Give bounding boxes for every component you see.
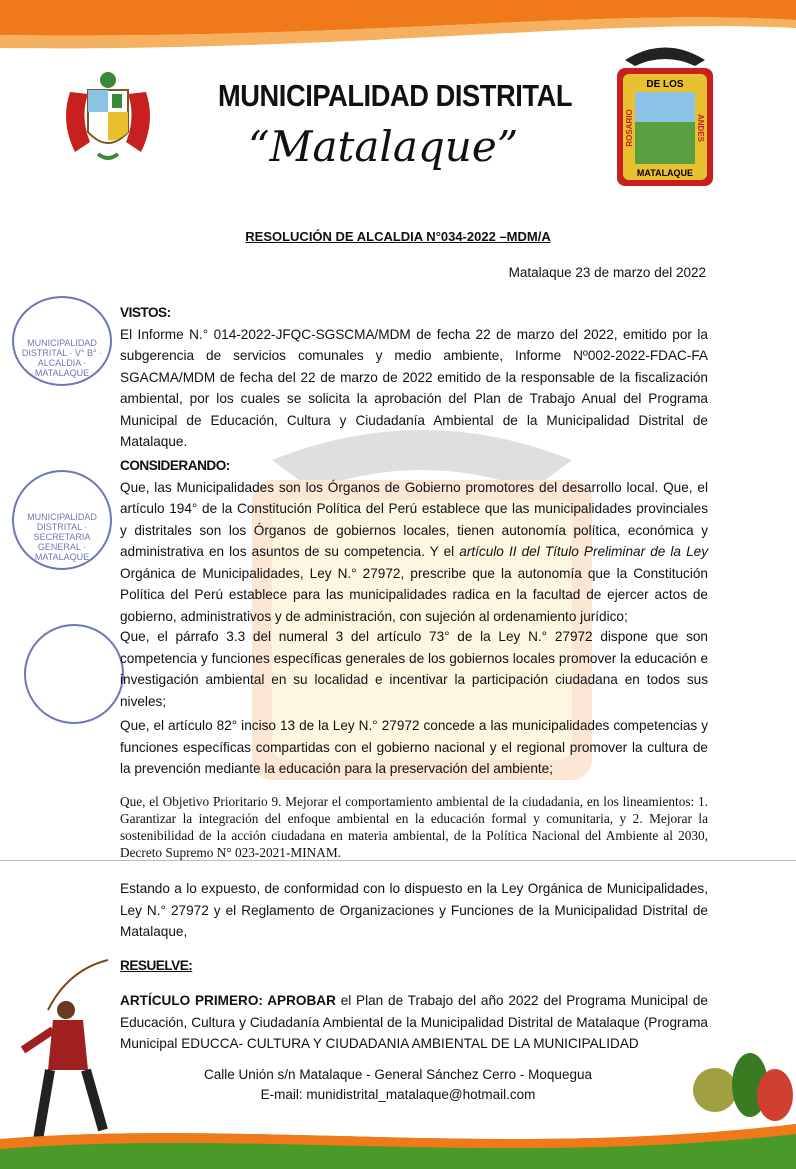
- divider: [0, 860, 796, 861]
- matalaque-district-crest: [605, 40, 725, 190]
- vistos-text: El Informe N.° 014-2022-JFQC-SGSCMA/MDM de fecha 22 de marzo del 2022, emitido por la subgerencia de servicios comunales y medio ambiente, Informe Nº002-2022-FDAC-FA SGACMA/MDM de fecha del 22 de marzo de 2022 emitido de la responsable de la fiscalización ambiental, por los cuales se solicita la aprobación del Plan de Trabajo Anual del Programa Municipal de Educación, Cultura y Ciudadanía Ambiental de la Municipalidad Distrital de Matalaque.: [120, 326, 708, 449]
- third-stamp: [24, 624, 124, 724]
- considerando-heading: CONSIDERANDO:: [120, 458, 230, 473]
- vistos-section: [120, 302, 708, 453]
- secretaria-stamp: MUNICIPALIDAD DISTRITAL · SECRETARIA GENERAL · MATALAQUE: [12, 470, 112, 570]
- considerando-p4: Que, el Objetivo Prioritario 9. Mejorar el comportamiento ambiental de la ciudadania, en los lineamientos: 1. Garantizar la integración del enfoque ambiental en la educación formal y comunitaria, y 2. Mejorar la sostenibilidad de la acción ciudadana en materia ambiental, de la Política Nacional del Ambiente al 2030, Decreto Supremo N° 023-2021-MINAM.: [120, 794, 708, 860]
- considerando-p2: Que, el párrafo 3.3 del numeral 3 del artículo 73° de la Ley N.° 27972 dispone que son competencia y funciones específicas generales de los gobiernos locales promover la educación e investigación ambiental en su localidad e incentivar la participación ciudadana en todos sus niveles;: [120, 629, 708, 709]
- crest-text-bottom: MATALAQUE: [636, 168, 694, 178]
- article-label: ARTÍCULO PRIMERO: APROBAR: [120, 993, 336, 1008]
- resuelve-heading: [120, 955, 708, 977]
- bottom-decorative-wave: [0, 1099, 796, 1169]
- peru-coat-of-arms: [60, 62, 156, 166]
- estando-paragraph: Estando a lo expuesto, de conformidad con lo dispuesto en la Ley Orgánica de Municipalidades, Ley N.° 27972 y el Reglamento de Organizaciones y Funciones de la Municipalidad Distrital de Matalaque,: [120, 881, 708, 939]
- considerando-section: [120, 455, 708, 627]
- crest-text-left: ROSARIO: [625, 109, 634, 147]
- resolution-title: RESOLUCIÓN DE ALCALDIA N°034-2022 –MDM/A: [245, 229, 551, 244]
- article-primero: [120, 990, 708, 1055]
- resuelve-heading-text: RESUELVE:: [120, 958, 193, 973]
- considerando-p1: Que, las Municipalidades son los Órganos de Gobierno promotores del desarrollo local. Que, el artículo 194° de la Constitución Política del Perú establece que las municipalidades provinciales y distritales son los Órganos de gobiernos locales, tienen autonomía política, económica y administrativa en los asuntos de su competencia. Y el: [120, 479, 708, 559]
- vistos-heading: VISTOS:: [120, 305, 171, 320]
- footer-email[interactable]: E-mail: munidistrital_matalaque@hotmail.com: [260, 1087, 536, 1102]
- crest-text-right: ANDES: [696, 113, 705, 143]
- article-text: el Plan de Trabajo del año 2022 del Programa Municipal de Educación, Cultura y Ciudadanía Ambiental de la Municipalidad Distrital de Matalaque (Programa Municipal EDUCCA- CULTURA Y CIUDADANIA AMBIENTAL DE LA MUNICIPALIDAD: [120, 993, 708, 1051]
- footer-address: Calle Unión s/n Matalaque - General Sánchez Cerro - Moquegua: [204, 1067, 592, 1082]
- document-date: Matalaque 23 de marzo del 2022: [508, 265, 706, 280]
- alcaldia-stamp: MUNICIPALIDAD DISTRITAL · V° B° · ALCALDIA · MATALAQUE: [12, 296, 112, 386]
- considerando-p1-italic: artículo II del Título Preliminar de la Ley: [459, 544, 708, 559]
- header-subtitle: “Matalaque”: [248, 122, 519, 171]
- header-title: MUNICIPALIDAD DISTRITAL: [218, 78, 573, 113]
- crest-text-top: DE LOS: [646, 79, 684, 90]
- considerando-p1-cont: Orgánica de Municipalidades, Ley N.° 27972, prescribe que la autonomía que la Constitución Política del Perú establece para las municipalidades radica en la facultad de ejercer actos de gobierno, administrativos y de administración, con sujeción al ordenamiento jurídico;: [120, 565, 708, 624]
- considerando-p3: Que, el artículo 82° inciso 13 de la Ley N.° 27972 concede a las municipalidades competencias y funciones específicas compartidas con el gobierno nacional y el regional promover la cultura de la prevención mediante la educación para la preservación del ambiente;: [120, 718, 708, 776]
